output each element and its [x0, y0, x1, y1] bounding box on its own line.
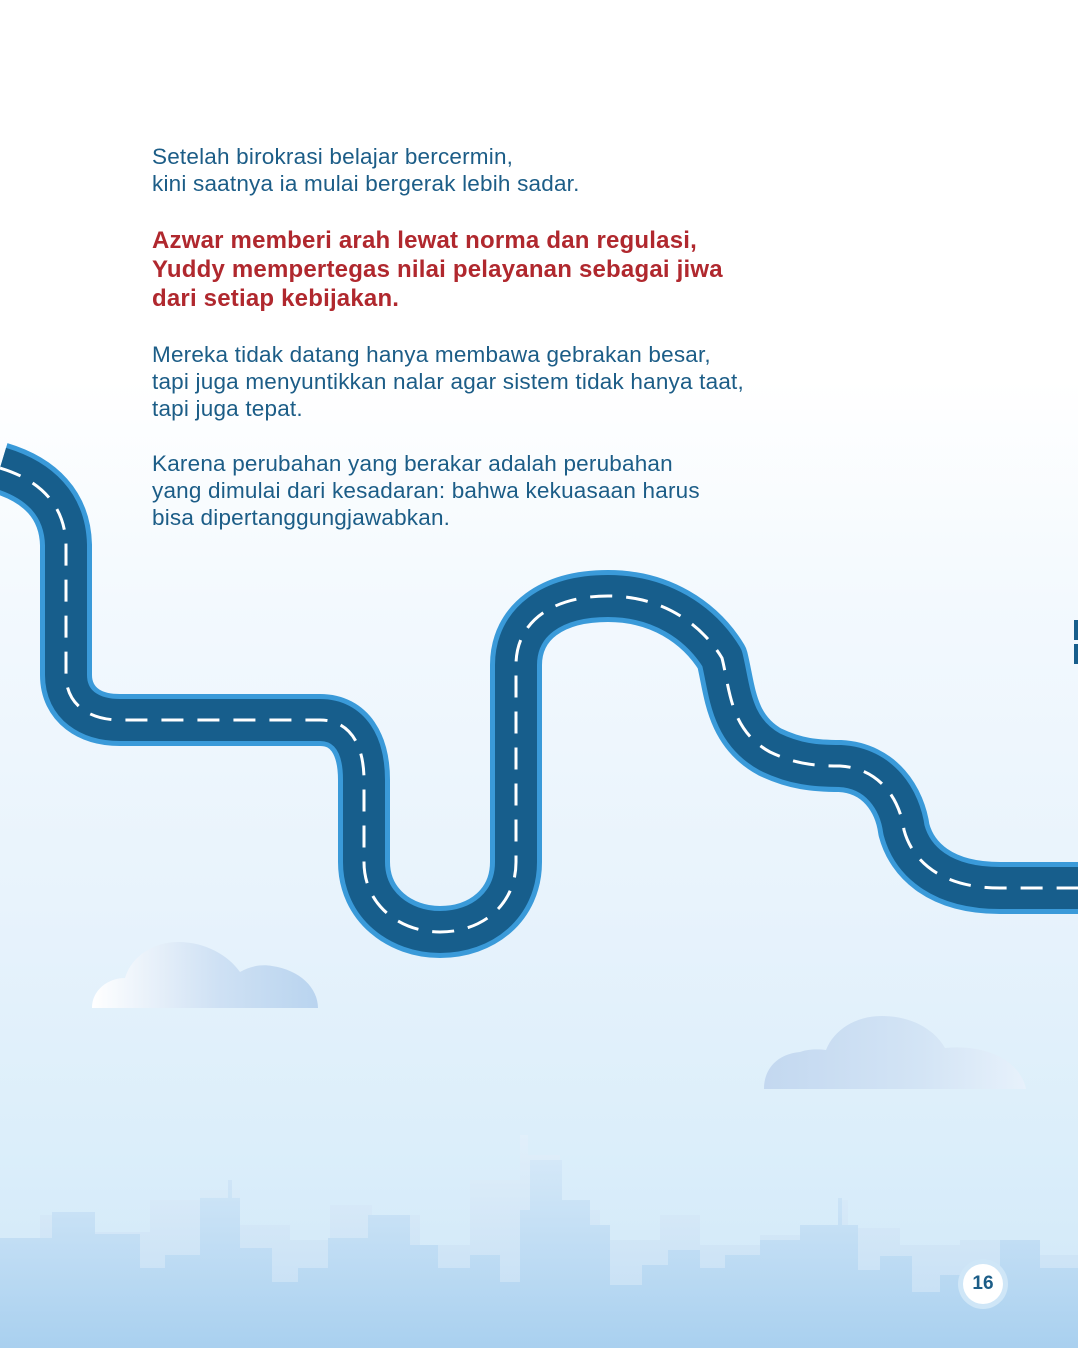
cloud-icon [92, 942, 318, 1008]
intro-paragraph [152, 143, 912, 197]
body-line: tapi juga tepat. [152, 396, 303, 421]
road-edge-marker-icon [1074, 620, 1078, 664]
closing-paragraph [152, 450, 912, 531]
closing-line: bisa dipertanggungjawabkan. [152, 505, 451, 530]
highlight-line: Yuddy mempertegas nilai pelayanan sebagai jiwa [152, 256, 723, 283]
cloud-right-icon [764, 1016, 1026, 1089]
intro-line: kini saatnya ia mulai bergerak lebih sadar. [152, 171, 580, 196]
closing-line: Karena perubahan yang berakar adalah perubahan [152, 451, 673, 476]
page-number: 16 [963, 1264, 1003, 1304]
page-number-badge [958, 1259, 1008, 1309]
body-line: Mereka tidak datang hanya membawa gebrakan besar, [152, 342, 711, 367]
highlight-line: Azwar memberi arah lewat norma dan regulasi, [152, 227, 697, 254]
highlight-paragraph [152, 226, 912, 313]
highlight-line: dari setiap kebijakan. [152, 285, 400, 312]
body-paragraph [152, 341, 912, 422]
winding-road-icon [0, 468, 1078, 932]
body-line: tapi juga menyuntikkan nalar agar sistem tidak hanya taat, [152, 369, 744, 394]
intro-line: Setelah birokrasi belajar bercermin, [152, 144, 514, 169]
closing-line: yang dimulai dari kesadaran: bahwa kekuasaan harus [152, 478, 700, 503]
